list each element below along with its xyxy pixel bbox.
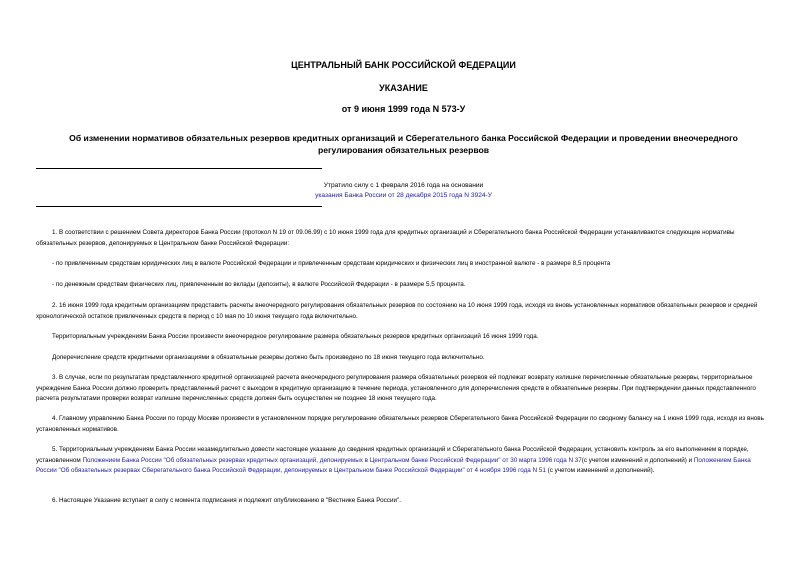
paragraph-3: 3. В случае, если по результатам представленного кредитной организацией расчета внеочередного регулирования размера обязательных резервов ей подлежат возврату излишне перечисленные обязательные резервы, территориальное учреждение Банка России должно проверить представленный расчет с выходом в кредитную организацию в течение периода, установленного для доперечисления средств в обязательные резервы. При подтверждении данных представленного расчета результатами проверки возврат излишне перечисленных средств должен быть осуществлен не позднее 18 июня текущего года. bbox=[36, 374, 756, 402]
paragraph-1: 1. В соответствии с решением Совета директоров Банка России (протокол N 19 от 09.06.99) с 10 июня 1999 года для кредитных организаций и Сберегательного банка Российской Федерации устанавливаются следующие нормативы обязательных резервов, депонируемых в Центральном банке Российской Федерации: bbox=[36, 229, 735, 247]
status-notice-text: Утратило силу с 1 февраля 2016 года на основании bbox=[323, 182, 484, 189]
paragraph-2a: Территориальным учреждениям Банка России произвести внеочередное регулирование размера обязательных резервов кредитных организаций 16 июня 1999 года. bbox=[52, 333, 539, 340]
divider-bottom bbox=[36, 206, 322, 207]
paragraph-5-text-3: (с учетом изменений и дополнений). bbox=[545, 467, 655, 474]
paragraph-1b: - по денежным средствам физических лиц, привлеченным во вклады (депозиты), в валюте Российской Федерации - в размере 5,5 процента. bbox=[52, 281, 466, 288]
document-type: УКАЗАНИЕ bbox=[379, 83, 428, 93]
paragraph-5 bbox=[36, 445, 772, 477]
regulation-51-link[interactable]: Положением Банка России "Об обязательных резервах Сберегательного банка Российской Федерации, депонируемых в Центральном банке Российской Федерации" от 4 ноября 1996 года N 51 bbox=[36, 456, 751, 474]
repeal-document-link[interactable]: указания Банка России от 28 декабря 2015 года N 3924-У bbox=[315, 192, 492, 199]
status-notice bbox=[0, 181, 807, 201]
issuer-name: ЦЕНТРАЛЬНЫЙ БАНК РОССИЙСКОЙ ФЕДЕРАЦИИ bbox=[291, 60, 516, 70]
paragraph-5-text-1: 5. Территориальным учреждениям Банка России незамедлительно довести настоящее указание до сведения кредитных организаций и Сберегательного банка Российской Федерации, установить контроль за его выполнением в порядке, установленном bbox=[36, 446, 749, 464]
paragraph-5-text-2: (с учетом изменений и дополнений) и bbox=[581, 456, 694, 464]
document-date-number: от 9 июня 1999 года N 573-У bbox=[341, 104, 466, 114]
paragraph-4: 4. Главному управлению Банка России по городу Москве произвести в установленном порядке регулирование обязательных резервов Сберегательного банка Российской Федерации по сводному балансу на 1 июня 1999 года, исходя из вновь установленных нормативов. bbox=[36, 415, 764, 433]
divider-top bbox=[36, 168, 322, 169]
paragraph-2b: Доперечисление средств кредитными организациями в обязательные резервы должно быть произведено по 18 июня текущего года включительно. bbox=[52, 354, 485, 361]
paragraph-2: 2. 16 июня 1999 года кредитным организациям представить расчеты внеочередного регулирования обязательных резервов по состоянию на 10 июня 1999 года, исходя из вновь установленных нормативов обязательных резервов и средней хронологической остатков привлеченных средств в период с 10 мая по 10 июня текущего года включительно. bbox=[36, 302, 758, 320]
paragraph-1a: - по привлеченным средствам юридических лиц в валюте Российской Федерации и привлеченным средствам юридических и физических лиц в иностранной валюте - в размере 8,5 процента bbox=[52, 260, 611, 267]
document-title: Об изменении нормативов обязательных резервов кредитных организаций и Сберегательного банка Российской Федерации и проведении внеочередного регулирования обязательных резервов bbox=[69, 133, 738, 155]
paragraph-6: 6. Настоящее Указание вступает в силу с момента подписания и подлежит опубликованию в "Вестнике Банка России". bbox=[52, 497, 401, 504]
regulation-37-link[interactable]: Положением Банка России "Об обязательных резервах кредитных организаций, депонируемых в Центральном банке Российской Федерации" от 30 марта 1996 года N 37 bbox=[82, 456, 582, 464]
